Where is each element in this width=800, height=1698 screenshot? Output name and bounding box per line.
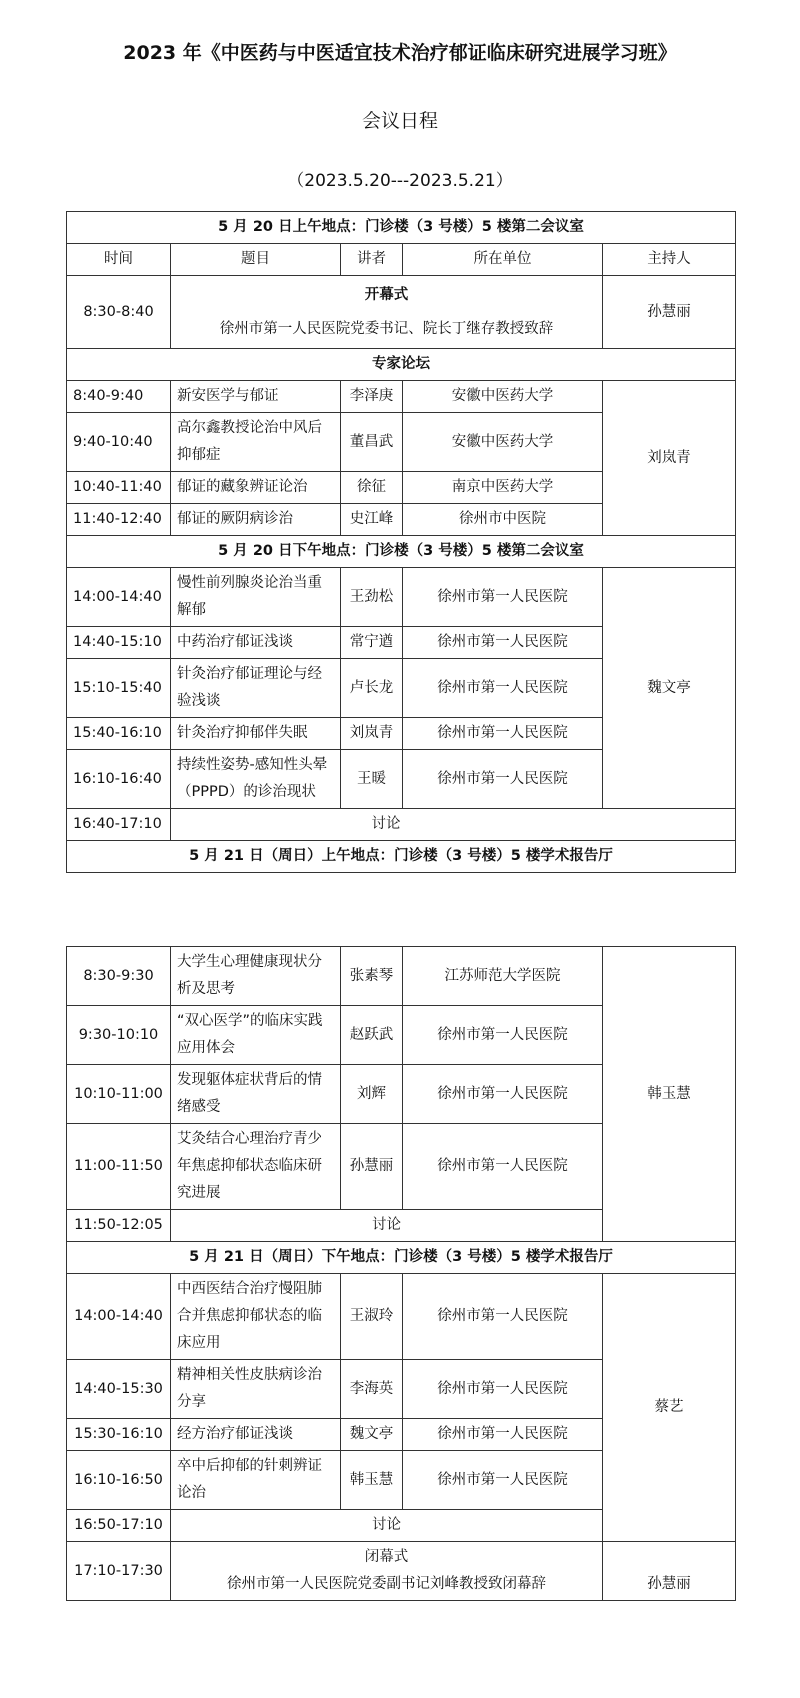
table-row <box>67 381 736 413</box>
talk-time: 15:40-16:10 <box>67 718 171 750</box>
talk-time: 14:40-15:10 <box>67 627 171 659</box>
talk-time: 14:00-14:40 <box>67 1274 171 1360</box>
talk-unit: 徐州市中医院 <box>403 504 603 536</box>
discussion-row <box>67 809 736 841</box>
talk-unit: 徐州市第一人民医院 <box>403 1065 603 1124</box>
closing-desc: 徐州市第一人民医院党委副书记刘峰教授致闭幕辞 <box>227 1576 546 1592</box>
talk-unit: 徐州市第一人民医院 <box>403 1451 603 1510</box>
opening-cell <box>171 276 603 349</box>
discussion-label: 讨论 <box>171 1510 603 1542</box>
talk-speaker: 魏文亭 <box>341 1419 403 1451</box>
talk-time: 14:40-15:30 <box>67 1360 171 1419</box>
table-row <box>67 1274 736 1360</box>
document-subtitle: 会议日程 <box>361 110 438 132</box>
talk-unit: 江苏师范大学医院 <box>403 947 603 1006</box>
talk-time: 11:00-11:50 <box>67 1124 171 1210</box>
closing-host: 孙慧丽 <box>603 1542 736 1601</box>
section-header-day1-morning: 5 月 20 日上午地点：门诊楼（3 号楼）5 楼第二会议室 <box>67 212 736 244</box>
talk-time: 9:30-10:10 <box>67 1006 171 1065</box>
discussion-time: 16:40-17:10 <box>67 809 171 841</box>
talk-time: 8:30-9:30 <box>67 947 171 1006</box>
talk-topic: 针灸治疗郁证理论与经验浅谈 <box>171 659 341 718</box>
talk-time: 16:10-16:40 <box>67 750 171 809</box>
header-topic: 题目 <box>171 244 341 276</box>
talk-topic: 艾灸结合心理治疗青少年焦虑抑郁状态临床研究进展 <box>171 1124 341 1210</box>
talk-topic: “双心医学”的临床实践应用体会 <box>171 1006 341 1065</box>
talk-time: 15:30-16:10 <box>67 1419 171 1451</box>
section-header-day1-afternoon: 5 月 20 日下午地点：门诊楼（3 号楼）5 楼第二会议室 <box>67 536 736 568</box>
talk-time: 10:40-11:40 <box>67 472 171 504</box>
talk-topic: 中药治疗郁证浅谈 <box>171 627 341 659</box>
talk-speaker: 刘辉 <box>341 1065 403 1124</box>
talk-time: 8:40-9:40 <box>67 381 171 413</box>
talk-topic: 经方治疗郁证浅谈 <box>171 1419 341 1451</box>
talk-topic: 慢性前列腺炎论治当重解郁 <box>171 568 341 627</box>
opening-time: 8:30-8:40 <box>67 276 171 349</box>
talk-speaker: 孙慧丽 <box>341 1124 403 1210</box>
section-header-day2-morning: 5 月 21 日（周日）上午地点：门诊楼（3 号楼）5 楼学术报告厅 <box>67 841 736 873</box>
talk-speaker: 王暖 <box>341 750 403 809</box>
talk-speaker: 韩玉慧 <box>341 1451 403 1510</box>
talk-speaker: 赵跃武 <box>341 1006 403 1065</box>
discussion-label: 讨论 <box>171 1210 603 1242</box>
talk-topic: 中西医结合治疗慢阻肺合并焦虑抑郁状态的临床应用 <box>171 1274 341 1360</box>
schedule-table-day2 <box>66 946 736 1601</box>
talk-topic: 高尔鑫教授论治中风后抑郁症 <box>171 413 341 472</box>
table-header-row <box>67 244 736 276</box>
talk-unit: 徐州市第一人民医院 <box>403 659 603 718</box>
discussion-time: 16:50-17:10 <box>67 1510 171 1542</box>
closing-cell <box>171 1542 603 1601</box>
talk-unit: 徐州市第一人民医院 <box>403 568 603 627</box>
discussion-time: 11:50-12:05 <box>67 1210 171 1242</box>
talk-speaker: 李海英 <box>341 1360 403 1419</box>
talk-unit: 徐州市第一人民医院 <box>403 1274 603 1360</box>
opening-host: 孙慧丽 <box>603 276 736 349</box>
talk-unit: 徐州市第一人民医院 <box>403 1006 603 1065</box>
talk-speaker: 李泽庚 <box>341 381 403 413</box>
talk-unit: 安徽中医药大学 <box>403 381 603 413</box>
forum-header: 专家论坛 <box>67 349 736 381</box>
talk-time: 11:40-12:40 <box>67 504 171 536</box>
header-time: 时间 <box>67 244 171 276</box>
closing-row <box>67 1542 736 1601</box>
document-title: 2023 年《中医药与中医适宜技术治疗郁证临床研究进展学习班》 <box>123 42 677 64</box>
talk-unit: 南京中医药大学 <box>403 472 603 504</box>
opening-label: 开幕式 <box>364 287 409 303</box>
talk-speaker: 史江峰 <box>341 504 403 536</box>
talk-unit: 徐州市第一人民医院 <box>403 718 603 750</box>
section-header-day2-afternoon: 5 月 21 日（周日）下午地点：门诊楼（3 号楼）5 楼学术报告厅 <box>67 1242 736 1274</box>
talk-topic: 针灸治疗抑郁伴失眠 <box>171 718 341 750</box>
talk-unit: 徐州市第一人民医院 <box>403 1124 603 1210</box>
talk-topic: 郁证的藏象辨证论治 <box>171 472 341 504</box>
talk-unit: 徐州市第一人民医院 <box>403 627 603 659</box>
talk-unit: 徐州市第一人民医院 <box>403 750 603 809</box>
talk-speaker: 常宁遒 <box>341 627 403 659</box>
talk-speaker: 张素琴 <box>341 947 403 1006</box>
talk-speaker: 刘岚青 <box>341 718 403 750</box>
schedule-table-day1 <box>66 211 736 873</box>
talk-unit: 徐州市第一人民医院 <box>403 1419 603 1451</box>
talk-topic: 发现躯体症状背后的情绪感受 <box>171 1065 341 1124</box>
talk-time: 15:10-15:40 <box>67 659 171 718</box>
header-speaker: 讲者 <box>341 244 403 276</box>
header-host: 主持人 <box>603 244 736 276</box>
opening-desc: 徐州市第一人民医院党委书记、院长丁继存教授致辞 <box>219 321 554 337</box>
talk-time: 14:00-14:40 <box>67 568 171 627</box>
closing-time: 17:10-17:30 <box>67 1542 171 1601</box>
talk-time: 10:10-11:00 <box>67 1065 171 1124</box>
talk-speaker: 卢长龙 <box>341 659 403 718</box>
session-host: 刘岚青 <box>603 381 736 536</box>
talk-time: 9:40-10:40 <box>67 413 171 472</box>
talk-speaker: 王劲松 <box>341 568 403 627</box>
table-row <box>67 568 736 627</box>
session-host: 蔡艺 <box>603 1274 736 1542</box>
talk-unit: 徐州市第一人民医院 <box>403 1360 603 1419</box>
talk-speaker: 王淑玲 <box>341 1274 403 1360</box>
talk-time: 16:10-16:50 <box>67 1451 171 1510</box>
talk-topic: 大学生心理健康现状分析及思考 <box>171 947 341 1006</box>
table-row <box>67 947 736 1006</box>
header-unit: 所在单位 <box>403 244 603 276</box>
session-host: 魏文亭 <box>603 568 736 809</box>
talk-topic: 新安医学与郁证 <box>171 381 341 413</box>
talk-unit: 安徽中医药大学 <box>403 413 603 472</box>
talk-speaker: 董昌武 <box>341 413 403 472</box>
talk-speaker: 徐征 <box>341 472 403 504</box>
talk-topic: 精神相关性皮肤病诊治分享 <box>171 1360 341 1419</box>
opening-row <box>67 276 736 349</box>
date-range: （2023.5.20---2023.5.21） <box>287 171 513 191</box>
talk-topic: 卒中后抑郁的针刺辨证论治 <box>171 1451 341 1510</box>
session-host: 韩玉慧 <box>603 947 736 1242</box>
talk-topic: 持续性姿势-感知性头晕（PPPD）的诊治现状 <box>171 750 341 809</box>
discussion-label: 讨论 <box>171 809 736 841</box>
closing-label: 闭幕式 <box>364 1549 409 1565</box>
talk-topic: 郁证的厥阴病诊治 <box>171 504 341 536</box>
